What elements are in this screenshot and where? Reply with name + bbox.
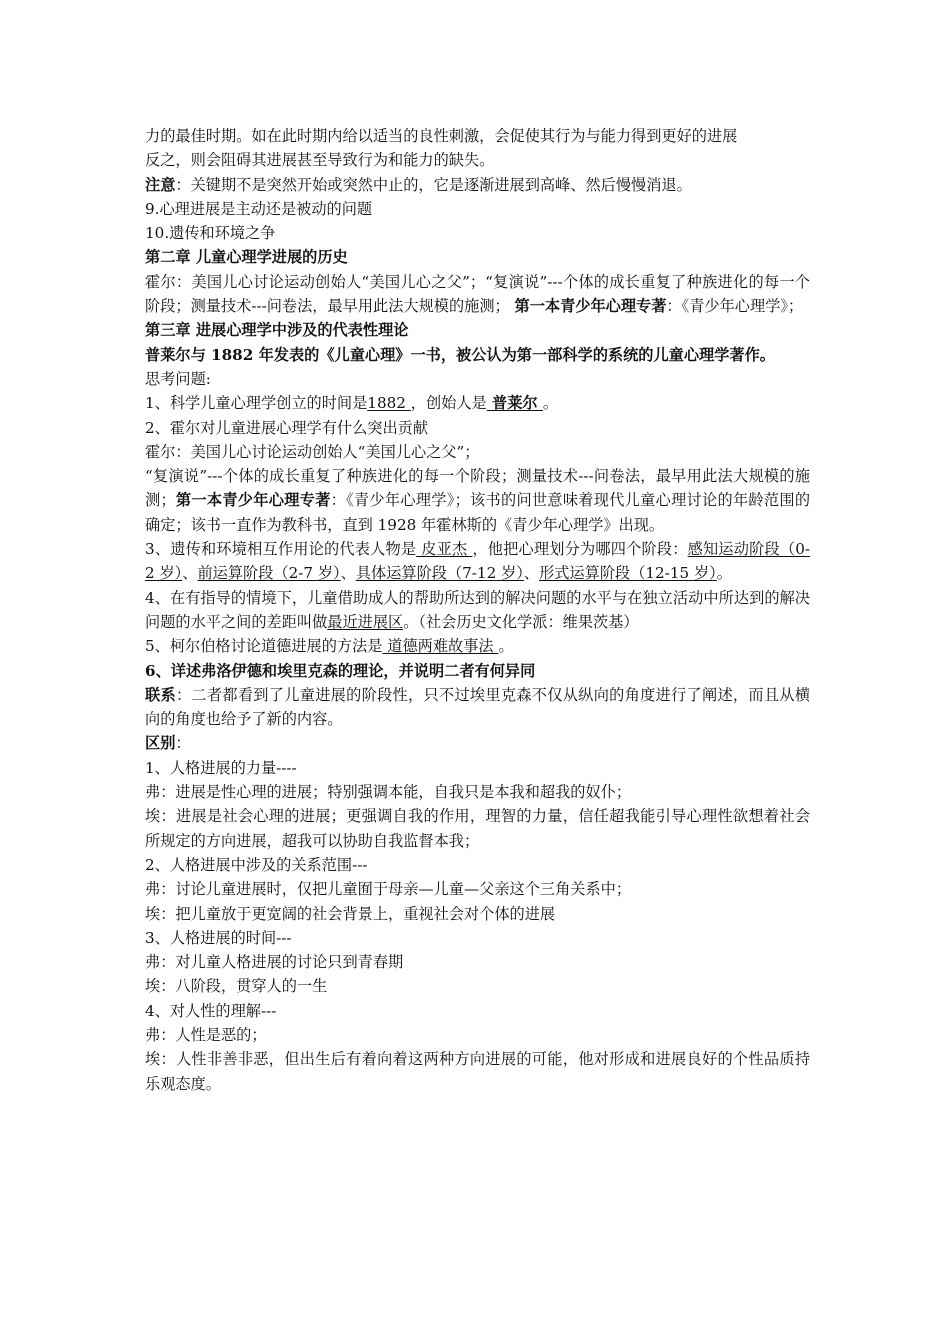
q3-stage-4: 形式运算阶段（12-15 岁） (539, 564, 717, 583)
question-3 (145, 537, 810, 586)
q3-stage-3: 具体运算阶段（7-12 岁） (355, 564, 524, 583)
diff-3-erikson: 埃：八阶段，贯穿人的一生 (145, 977, 328, 996)
q1-founder-answer: 普莱尔 (486, 394, 543, 413)
q4-text: 4、在有指导的情境下，儿童借助成人的帮助所达到的解决问题的水平与在独立活动中所达到的解决问题的水平之间的差距叫做 (145, 588, 810, 631)
diff-1-freud: 弗：进展是性心理的进展；特别强调本能，自我只是本我和超我的奴仆； (145, 783, 631, 802)
q1-year-answer: 1882 (367, 394, 411, 413)
diff-4: 4、对人性的理解--- (145, 1001, 277, 1020)
note-text: ：关键期不是突然开始或突然中止的，它是逐渐进展到高峰、然后慢慢消退。 (175, 175, 692, 194)
chapter-3-heading: 第三章 进展心理学中涉及的代表性理论 (145, 321, 409, 340)
note-paragraph (145, 173, 810, 197)
diff-colon: ： (175, 734, 191, 753)
hall-paragraph (145, 270, 810, 319)
diff-4-freud: 弗：人性是恶的； (145, 1025, 267, 1044)
question-4 (145, 586, 810, 635)
hall-answer-2 (145, 464, 810, 537)
hall-text: 霍尔：美国儿心讨论运动创始人“美国儿心之父”；“复演说”---个体的成长重复了种族进化的每一个阶段；测量技术---问卷法，最早用此法大规模的施测； (145, 272, 810, 316)
q3-stage-1: 感知运动阶段（0-2 岁） (145, 540, 811, 583)
note-label: 注意 (145, 175, 176, 194)
q4-end: 。（社会历史文化学派：维果茨基） (403, 612, 639, 631)
chapter-2-heading: 第二章 儿童心理学进展的历史 (145, 248, 348, 267)
hall-answer-monograph: ：《青少年心理学》；该书的问世意味着现代儿童心理讨论的年龄范围的确定；该书一直作为教科书，直到 1928 年霍林斯的《青少年心理学》出现。 (145, 491, 811, 534)
link-label: 联系 (145, 685, 176, 704)
diff-3-freud: 弗：对儿童人格进展的讨论只到青春期 (145, 953, 404, 972)
hall-monograph-label: 第一本青少年心理专著 (514, 297, 667, 316)
q4-term-answer: 最近进展区 (327, 612, 404, 631)
paragraph-critical-period-cont: 反之，则会阻碍其进展甚至导致行为和能力的缺失。 (145, 151, 495, 170)
preyer-paragraph: 普莱尔与 1882 年发表的《儿童心理》一书，被公认为第一部科学的系统的儿童心理学著作。 (145, 345, 775, 364)
hall-answer-1: 霍尔：美国儿心讨论运动创始人“美国儿心之父”； (145, 442, 480, 461)
diff-label: 区别 (145, 734, 176, 753)
diff-1: 1、人格进展的力量---- (145, 758, 297, 777)
diff-heading (145, 731, 810, 755)
q5-end: 。 (498, 637, 514, 656)
link-text: ：二者都看到了儿童进展的阶段性，只不过埃里克森不仅从纵向的角度进行了阐述，而且从横向的角度也给予了新的内容。 (145, 685, 811, 729)
q3-name-answer: 皮亚杰 (416, 540, 473, 559)
q5-text: 5、柯尔伯格讨论道德进展的方法是 (145, 637, 383, 656)
link-paragraph (145, 683, 810, 732)
q3-sep-2: 、 (340, 564, 356, 583)
question-6: 6、详述弗洛伊德和埃里克森的理论，并说明二者有何异同 (145, 661, 536, 680)
diff-2: 2、人格进展中涉及的关系范围--- (145, 855, 368, 874)
hall-monograph: ：《青少年心理学》； (666, 297, 804, 316)
diff-2-freud: 弗：讨论儿童进展时，仅把儿童囿于母亲—儿童—父亲这个三角关系中； (145, 880, 631, 899)
q3-end: 。 (716, 564, 732, 583)
q3-stage-2: 前运算阶段（2-7 岁） (197, 564, 341, 583)
q1-text: 1、科学儿童心理学创立的时间是 (145, 394, 368, 413)
diff-2-erikson: 埃：把儿童放于更宽阔的社会背景上，重视社会对个体的进展 (145, 904, 556, 923)
q5-term-answer: 道德两难故事法 (382, 637, 499, 656)
question-1 (145, 391, 810, 415)
question-2: 2、霍尔对儿童进展心理学有什么突出贡献 (145, 418, 429, 437)
hall-answer-monograph-label: 第一本青少年心理专著 (175, 491, 331, 510)
hall-answer-text: “复演说”---个体的成长重复了种族进化的每一个阶段；测量技术---问卷法，最早用此法大规模的施测； (145, 467, 810, 510)
q3-text: 3、遗传和环境相互作用论的代表人物是 (145, 540, 417, 559)
diff-3: 3、人格进展的时间--- (145, 928, 292, 947)
item-9: 9.心理进展是主动还是被动的问题 (145, 199, 373, 218)
questions-title: 思考问题: (145, 369, 211, 388)
diff-4-erikson: 埃：人性非善非恶，但出生后有着向着这两种方向进展的可能，他对形成和进展良好的个性品质持乐观态度。 (145, 1050, 810, 1093)
q3-sep-3: 、 (523, 564, 540, 583)
q3-text-2: ，他把心理划分为哪四个阶段： (472, 540, 688, 559)
paragraph-critical-period: 力的最佳时期。如在此时期内给以适当的良性刺激，会促使其行为与能力得到更好的进展 (145, 127, 738, 145)
item-10: 10.遗传和环境之争 (145, 224, 276, 243)
q3-sep-1: 、 (182, 564, 198, 583)
q1-end: 。 (542, 394, 559, 413)
question-5 (145, 634, 810, 658)
q1-text-2: ，创始人是 (410, 394, 487, 413)
diff-1-erikson: 埃：进展是社会心理的进展；更强调自我的作用，理智的力量，信任超我能引导心理性欲想着社会所规定的方向进展，超我可以协助自我监督本我； (145, 807, 810, 850)
document-page (145, 124, 810, 1096)
